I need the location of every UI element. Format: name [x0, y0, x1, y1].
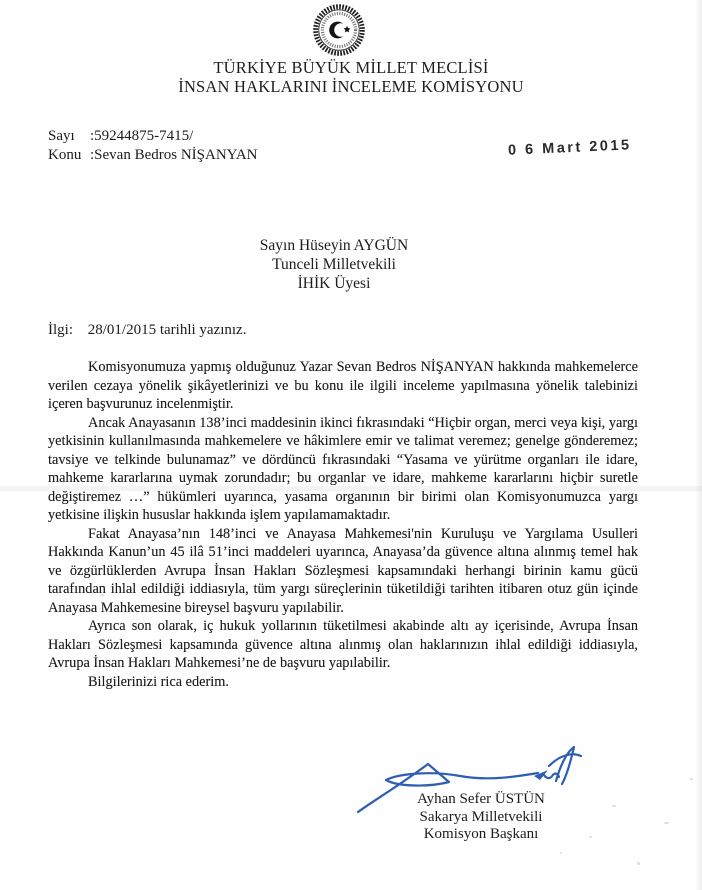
- sayi-label: Sayı: [48, 128, 75, 144]
- paragraph-3: Fakat Anayasa’nın 148’inci ve Anayasa Mahkemesi'nin Kuruluşu ve Yargılama Usulleri Hakkında Kanun’un 45 ilâ 51’inci maddeleri uyarınca, Anayasa’da güvence altına alınmış temel hak ve özgürlüklerden Avrupa İnsan Hakları Sözleşmesi kapsamındaki herhangi birinin kamu gücü tarafından ihlal edildiği iddiasıyla, tüm yargı süreçlerinin tüketildiği tarihten itibaren otuz gün içinde Anayasa Mahkemesine bireysel başvuru yapılabilir.: [48, 525, 638, 616]
- org-name-line1: TÜRKİYE BÜYÜK MİLLET MECLİSİ: [213, 58, 489, 77]
- sayi-value: :59244875-7415/: [90, 128, 194, 144]
- closing-line: Bilgilerinizi rica ederim.: [88, 673, 229, 690]
- konu-row: [48, 146, 258, 165]
- letter-body: [48, 358, 638, 691]
- scan-noise-speck: [637, 862, 640, 865]
- reference-label: İlgi:: [48, 322, 73, 338]
- document-meta: [48, 127, 258, 164]
- letterhead: [0, 59, 702, 96]
- tbmm-seal-icon: [313, 4, 365, 56]
- reference-text: 28/01/2015 tarihli yazınız.: [87, 322, 247, 338]
- signer-block: [378, 791, 584, 844]
- addressee-title: Tunceli Milletvekili: [272, 256, 396, 273]
- konu-label: Konu: [48, 146, 82, 163]
- scan-noise-speck: [612, 805, 616, 807]
- scan-noise-speck: [690, 778, 693, 780]
- addressee-name: Sayın Hüseyin AYGÜN: [259, 237, 409, 254]
- paragraph-1: Komisyonumuza yapmış olduğunuz Yazar Sevan Bedros NİŞANYAN hakkında mahkemelerce verilen cezaya yönelik şikâyetlerinizi ve bu konu ile ilgili inceleme yapılmasına yönelik talebinizi içeren başvurunuz incelenmiştir.: [48, 359, 638, 412]
- paragraph-4: Ayrıca son olarak, iç hukuk yollarının tüketilmesi akabinde altı ay içerisinde, Avrupa İnsan Hakları Sözleşmesi kapsamında güvence altına alınmış olan haklarınızın ihlal edildiği iddiasıyla, Avrupa İnsan Hakları Mahkemesi’ne de başvuru yapılabilir.: [48, 618, 638, 671]
- scan-edge-shadow: [695, 0, 702, 890]
- org-name-line2: İNSAN HAKLARINI İNCELEME KOMİSYONU: [178, 76, 524, 96]
- sayi-row: [48, 127, 258, 146]
- signer-title: Sakarya Milletvekili: [419, 808, 543, 825]
- addressee-role: İHİK Üyesi: [297, 275, 371, 292]
- scan-noise-speck: [100, 594, 104, 596]
- signer-role: Komisyon Başkanı: [423, 826, 539, 842]
- scan-noise-band: [0, 486, 702, 491]
- signer-name: Ayhan Sefer ÜSTÜN: [417, 791, 545, 807]
- date-stamp: 0 6 Mart 2015: [507, 137, 632, 159]
- konu-value: :Sevan Bedros NİŞANYAN: [90, 146, 258, 163]
- addressee-block: [0, 236, 668, 293]
- scan-noise-speck: [589, 836, 592, 838]
- scan-noise-speck: [664, 822, 669, 824]
- reference-line: [48, 322, 246, 339]
- paragraph-2: Ancak Anayasanın 138’inci maddesinin ikinci fıkrasındaki “Hiçbir organ, merci veya kişi, yargı yetkisinin kullanılmasında mahkemelere ve hâkimlere emir ve talimat veremez; genelge gönderemez; tavsiye ve telkinde bulunamaz” ve dördüncü fıkrasındaki “Yasama ve yürütme organları ile idare, mahkeme kararlarına uymak zorundadır; bu organlar ve idare, mahkeme kararlarını hiçbir suretle değiştiremez …” hükümleri uyarınca, yasama organının bir birimi olan Komisyonumuzca yargı yetkisine ilişkin hususlar hakkında işlem yapılamamaktadır.: [48, 414, 638, 523]
- scan-noise-speck: [560, 852, 562, 854]
